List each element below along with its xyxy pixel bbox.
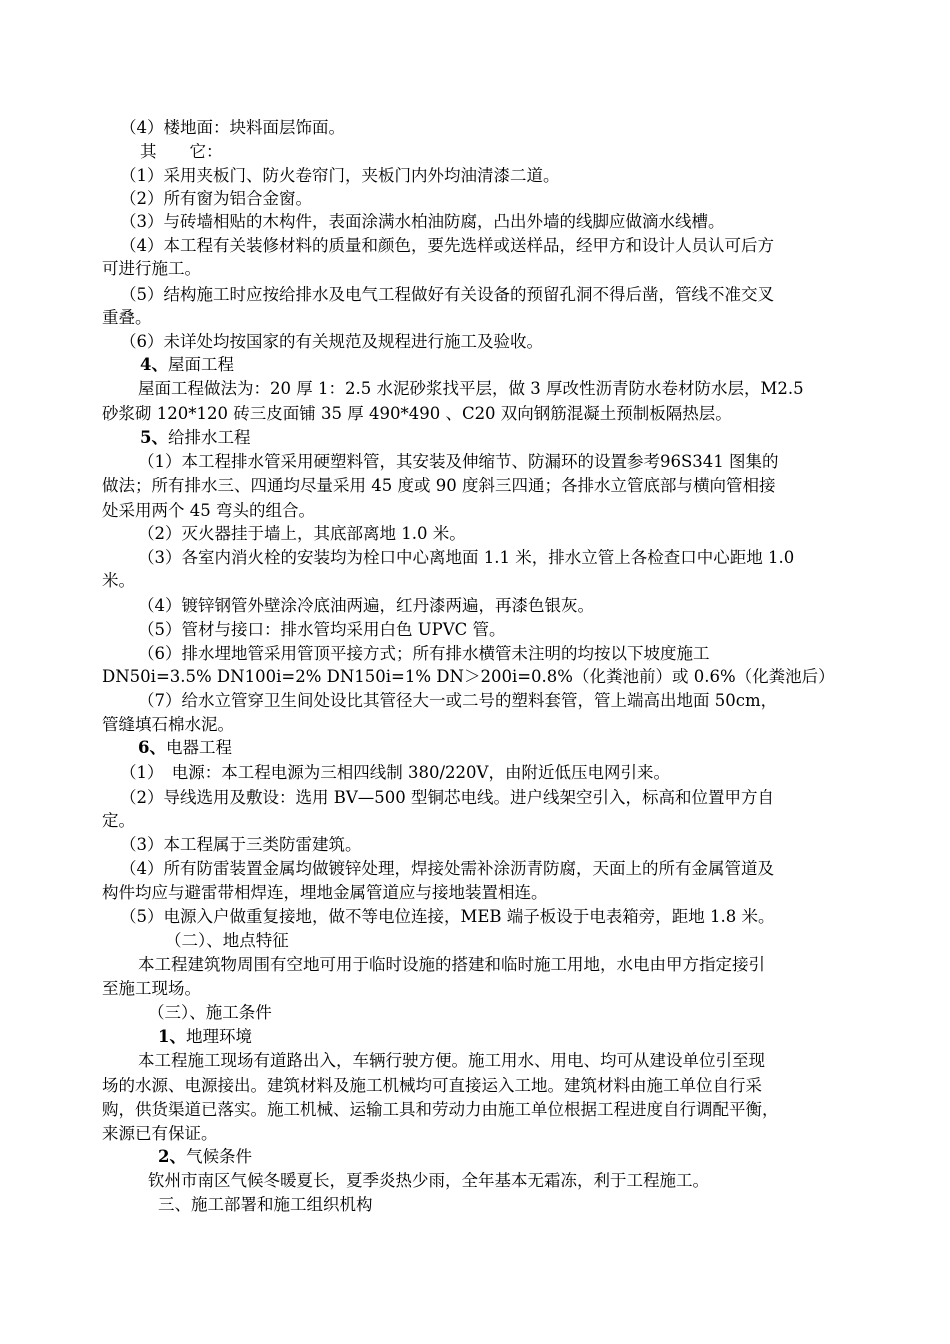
text-line: 米。 [102,571,135,590]
text-line: 本工程施工现场有道路出入，车辆行驶方便。施工用水、用电、均可从建设单位引至现 [138,1051,765,1070]
text-line: DN50i=3.5% DN100i=2% DN150i=1% DN＞200i=0.8%（化粪池前）或 0.6%（化粪池后） [102,667,835,686]
text-line: 屋面工程做法为：20 厚 1：2.5 水泥砂浆找平层，做 3 厚改性沥青防水卷材防水层，M2.5 [138,379,804,398]
subsection-heading: （三）、施工条件 [148,1003,272,1022]
text-line: （4）所有防雷装置金属均做镀锌处理，焊接处需补涂沥青防腐，天面上的所有金属管道及 [120,859,774,878]
section-title: 地理环境 [185,1027,252,1046]
section-title: 屋面工程 [167,355,234,374]
text-line: 场的水源、电源接出。建筑材料及施工机械均可直接运入工地。建筑材料由施工单位自行采 [102,1076,762,1095]
section-number: 4、 [140,355,168,374]
section-number: 6、 [138,738,166,757]
section-title: 给排水工程 [167,428,251,447]
text-line: 处采用两个 45 弯头的组合。 [102,501,315,520]
section-number: 2、 [158,1147,186,1166]
text-line: （5）结构施工时应按给排水及电气工程做好有关设备的预留孔洞不得后凿，管线不准交叉 [120,285,774,304]
section-number: 5、 [140,428,168,447]
text-line: 钦州市南区气候冬暖夏长，夏季炎热少雨，全年基本无霜冻，利于工程施工。 [148,1171,709,1190]
text-line: 构件均应与避雷带相焊连，埋地金属管道应与接地装置相连。 [102,883,548,902]
section-title: 气候条件 [185,1147,252,1166]
section-heading [138,737,232,759]
section-heading [140,354,234,376]
text-line: （2）灭火器挂于墙上，其底部离地 1.0 米。 [138,524,466,543]
text-line: （5）电源入户做重复接地，做不等电位连接，MEB 端子板设于电表箱旁，距地 1.8 米。 [120,907,775,926]
text-line: （1）采用夹板门、防火卷帘门，夹板门内外均油清漆二道。 [120,166,560,185]
section-heading [158,1146,252,1168]
text-line: （2）所有窗为铝合金窗。 [120,189,312,208]
text-line: （1） 电源：本工程电源为三相四线制 380/220V，由附近低压电网引来。 [120,763,670,782]
text-line: （4）镀锌钢管外壁涂冷底油两遍，红丹漆两遍，再漆色银灰。 [138,596,594,615]
text-line: 做法；所有排水三、四通均尽量采用 45 度或 90 度斜三四通；各排水立管底部与横向管相接 [102,476,776,495]
text-line: （2）导线选用及敷设：选用 BV—500 型铜芯电线。进户线架空引入，标高和位置甲方自 [120,788,775,807]
text-line: 本工程建筑物周围有空地可用于临时设施的搭建和临时施工用地，水电由甲方指定接引 [138,955,765,974]
text-line: 其 它： [140,142,223,161]
text-line: （3）各室内消火栓的安装均为栓口中心离地面 1.1 米，排水立管上各检查口中心距地 1.0 [138,548,795,567]
text-line: 至施工现场。 [102,979,201,998]
text-line: 砂浆砌 120*120 砖三皮面铺 35 厚 490*490 、C20 双向钢筋混凝土预制板隔热层。 [102,404,732,423]
section-heading [158,1026,252,1048]
section-title: 电器工程 [165,738,232,757]
text-line: （7）给水立管穿卫生间处设比其管径大一或二号的塑料套管，管上端高出地面 50cm， [138,691,778,710]
section-heading [140,427,250,449]
text-line: （6）未详处均按国家的有关规范及规程进行施工及验收。 [120,332,543,351]
text-line: （6）排水埋地管采用管顶平接方式；所有排水横管未注明的均按以下坡度施工 [138,644,710,663]
text-line: 重叠。 [102,308,152,327]
text-line: （3）与砖墙相贴的木构件，表面涂满水柏油防腐，凸出外墙的线脚应做滴水线槽。 [120,212,725,231]
chapter-heading: 三、施工部署和施工组织机构 [158,1195,373,1214]
text-line: （3）本工程属于三类防雷建筑。 [120,835,362,854]
text-line: 管缝填石棉水泥。 [102,715,234,734]
section-number: 1、 [158,1027,186,1046]
text-line: 可进行施工。 [102,259,201,278]
text-line: 来源已有保证。 [102,1124,218,1143]
text-line: （5）管材与接口：排水管均采用白色 UPVC 管。 [138,620,506,639]
text-line: 定。 [102,811,135,830]
subsection-heading: （二）、地点特征 [165,931,289,950]
text-line: 购，供货渠道已落实。施工机械、运输工具和劳动力由施工单位根据工程进度自行调配平衡， [102,1100,779,1119]
text-line: （1）本工程排水管采用硬塑料管，其安装及伸缩节、防漏环的设置参考96S341 图集的 [138,452,779,471]
text-line: （4）本工程有关装修材料的质量和颜色，要先选样或送样品，经甲方和设计人员认可后方 [120,236,774,255]
text-line: （4）楼地面：块料面层饰面。 [120,118,345,137]
